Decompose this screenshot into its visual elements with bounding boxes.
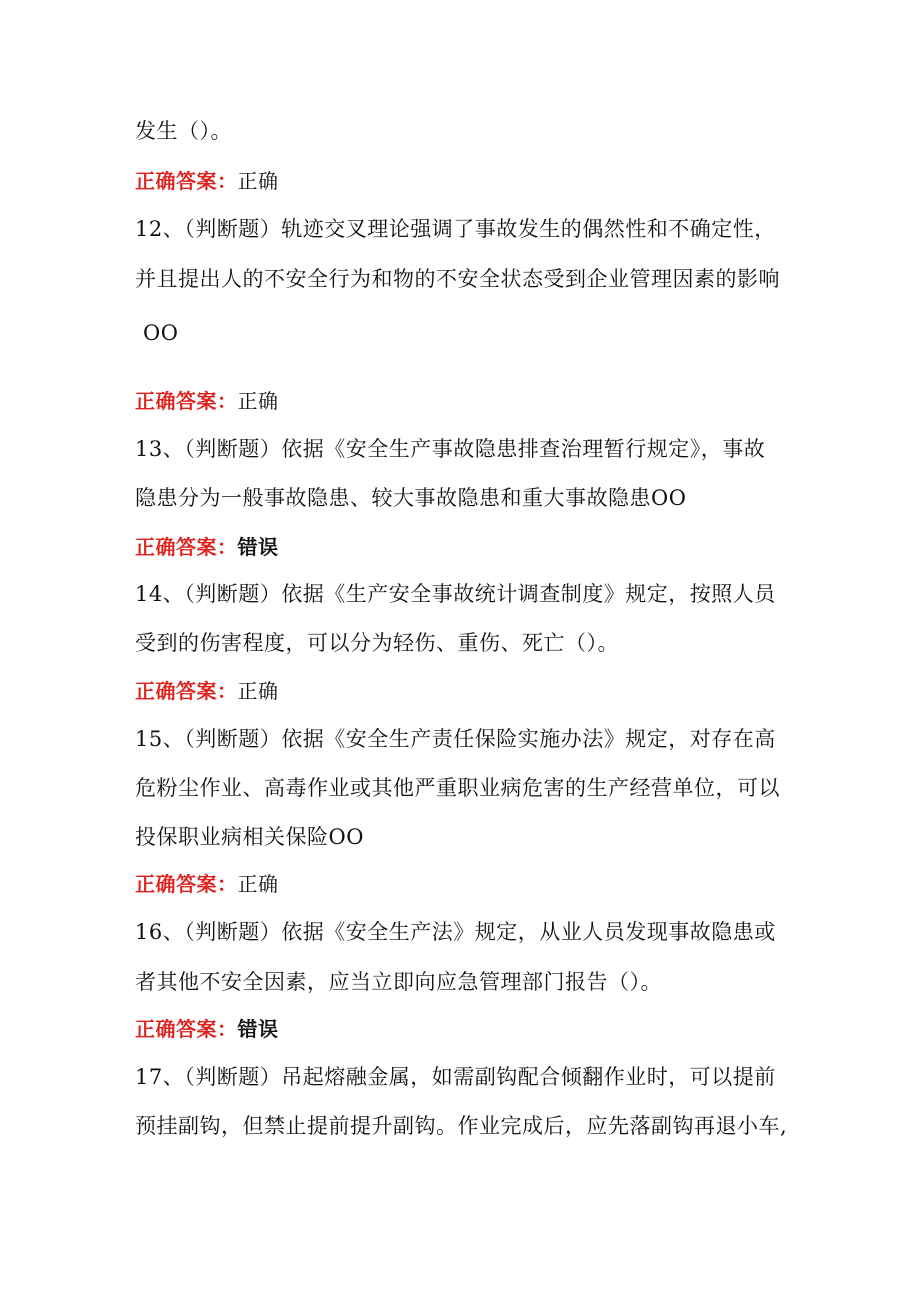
q12-line-1: 12、（判断题）轨迹交叉理论强调了事故发生的偶然性和不确定性， <box>135 217 776 241</box>
q16-answer <box>135 1014 279 1044</box>
q16-line-1: 16、（判断题）依据《安全生产法》规定，从业人员发现事故隐患或 <box>135 920 776 944</box>
answer-value: 正确 <box>237 679 279 703</box>
q17-line-1: 17、（判断题）吊起熔融金属，如需副钩配合倾翻作业时，可以提前 <box>135 1065 776 1089</box>
q13-line-1: 13、（判断题）依据《安全生产事故隐患排查治理暂行规定》，事故 <box>135 437 766 461</box>
answer-label: 正确答案： <box>135 679 238 703</box>
q15-answer <box>135 869 279 899</box>
answer-label: 正确答案： <box>135 169 238 193</box>
answer-label: 正确答案： <box>135 535 238 559</box>
q13-line-2: 隐患分为一般事故隐患、较大事故隐患和重大事故隐患OO <box>135 486 687 510</box>
q15-line-3: 投保职业病相关保险OO <box>135 825 364 849</box>
q12-answer <box>135 386 279 416</box>
answer-value: 错误 <box>237 535 279 559</box>
q17-line-2: 预挂副钩，但禁止提前提升副钩。作业完成后，应先落副钩再退小车, <box>135 1114 788 1138</box>
answer-value: 正确 <box>237 169 279 193</box>
q14-answer <box>135 676 279 706</box>
q14-line-1: 14、（判断题）依据《生产安全事故统计调查制度》规定，按照人员 <box>135 582 776 606</box>
answer-value: 正确 <box>237 872 279 896</box>
q12-line-2: 并且提出人的不安全行为和物的不安全状态受到企业管理因素的影响 <box>135 267 780 291</box>
answer-value: 正确 <box>237 389 279 413</box>
answer-label: 正确答案： <box>135 1017 238 1041</box>
answer-label: 正确答案： <box>135 389 238 413</box>
q13-answer <box>135 532 279 562</box>
q16-line-2: 者其他不安全因素，应当立即向应急管理部门报告（）。 <box>135 970 662 994</box>
answer-label: 正确答案： <box>135 872 238 896</box>
q15-line-2: 危粉尘作业、高毒作业或其他严重职业病危害的生产经营单位，可以 <box>135 776 780 800</box>
q11-text-tail: 发生（）。 <box>135 119 232 143</box>
q11-answer <box>135 166 279 196</box>
answer-value: 错误 <box>237 1017 279 1041</box>
q12-line-3: OO <box>143 321 179 345</box>
q15-line-1: 15、（判断题）依据《安全生产责任保险实施办法》规定，对存在高 <box>135 727 776 751</box>
q14-line-2: 受到的伤害程度，可以分为轻伤、重伤、死亡（）。 <box>135 631 619 655</box>
